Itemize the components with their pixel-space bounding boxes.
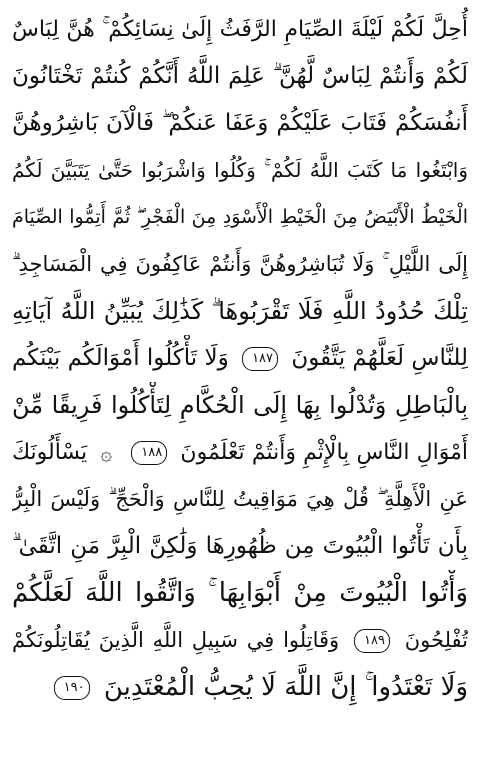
verse-line [12,617,468,664]
verse-text: وَأْتُوا الْبُيُوتَ مِنْ أَبْوَابِهَا ۚ وَاتَّقُوا اللَّهَ لَعَلَّكُمْ [12,578,468,608]
verse-text: بِالْبَاطِلِ وَتُدْلُوا بِهَا إِلَى الْحُكَّامِ لِتَأْكُلُوا فَرِيقًا مِّنْ [12,391,468,419]
verse-text: عَنِ الْأَهِلَّةِ ۖ قُلْ هِيَ مَوَاقِيتُ لِلنَّاسِ وَالْحَجِّ ۗ وَلَيْسَ الْبِرُّ [12,487,468,511]
verse-line [12,570,468,617]
verse-line [12,194,468,241]
verse-text: وَلَا تَأْكُلُوا أَمْوَالَكُم بَيْنَكُم [12,345,229,371]
verse-line [12,335,468,382]
verse-line [12,476,468,523]
verse-text: أَنفُسَكُمْ فَتَابَ عَلَيْكُمْ وَعَفَا عَنكُمْ ۖ فَالْآنَ بَاشِرُوهُنَّ [12,110,468,136]
ayah-number-marker: ١٨٩ [354,629,390,653]
verse-text: تُفْلِحُونَ [404,628,468,652]
verse-text: تِلْكَ حُدُودُ اللَّهِ فَلَا تَقْرَبُوهَا ۗ كَذَٰلِكَ يُبَيِّنُ اللَّهُ آيَاتِهِ [12,297,468,325]
verse-text: لَكُمْ وَأَنتُمْ لِبَاسٌ لَّهُنَّ ۗ عَلِمَ اللَّهُ أَنَّكُمْ كُنتُمْ تَخْتَانُونَ [12,63,468,89]
verse-text: لِلنَّاسِ لَعَلَّهُمْ يَتَّقُونَ [291,345,468,371]
verse-text: وَابْتَغُوا مَا كَتَبَ اللَّهُ لَكُمْ ۚ وَكُلُوا وَاشْرَبُوا حَتَّىٰ يَتَبَيَّنَ لَكُمُ [12,158,468,182]
verse-text: وَقَاتِلُوا فِي سَبِيلِ اللَّهِ الَّذِينَ يُقَاتِلُونَكُمْ [12,628,340,652]
verse-line [12,523,468,570]
verse-line [12,147,468,194]
verse-text: الْخَيْطُ الْأَبْيَضُ مِنَ الْخَيْطِ الْأَسْوَدِ مِنَ الْفَجْرِ ۖ ثُمَّ أَتِمُّوا الصِّيَامَ [12,206,468,228]
verse-text: أَمْوَالِ النَّاسِ بِالْإِثْمِ وَأَنتُمْ تَعْلَمُونَ [180,440,468,465]
rub-el-hizb-icon: ۞ [100,440,113,465]
verse-text: إِلَى اللَّيْلِ ۚ وَلَا تُبَاشِرُوهُنَّ وَأَنتُمْ عَاكِفُونَ فِي الْمَسَاجِدِ ۗ [12,252,468,276]
verse-line [12,288,468,335]
verse-line [12,53,468,100]
verse-line [12,664,468,711]
ayah-number-marker: ١٩٠ [54,676,90,700]
verse-line [12,429,468,476]
verse-line [12,382,468,429]
verse-text: وَلَا تَعْتَدُوا ۚ إِنَّ اللَّهَ لَا يُحِبُّ الْمُعْتَدِينَ [103,672,468,702]
verse-text: أُحِلَّ لَكُمْ لَيْلَةَ الصِّيَامِ الرَّفَثُ إِلَىٰ نِسَائِكُمْ ۚ هُنَّ لِبَاسٌ [12,17,468,42]
verse-line [12,241,468,288]
verse-line [12,6,468,53]
verse-text: بِأَن تَأْتُوا الْبُيُوتَ مِن ظُهُورِهَا وَلَٰكِنَّ الْبِرَّ مَنِ اتَّقَىٰ ۗ [12,533,468,559]
ayah-number-marker: ١٨٨ [131,441,167,465]
verse-line [12,100,468,147]
verse-text: يَسْأَلُونَكَ [12,440,88,465]
ayah-number-marker: ١٨٧ [242,347,278,371]
